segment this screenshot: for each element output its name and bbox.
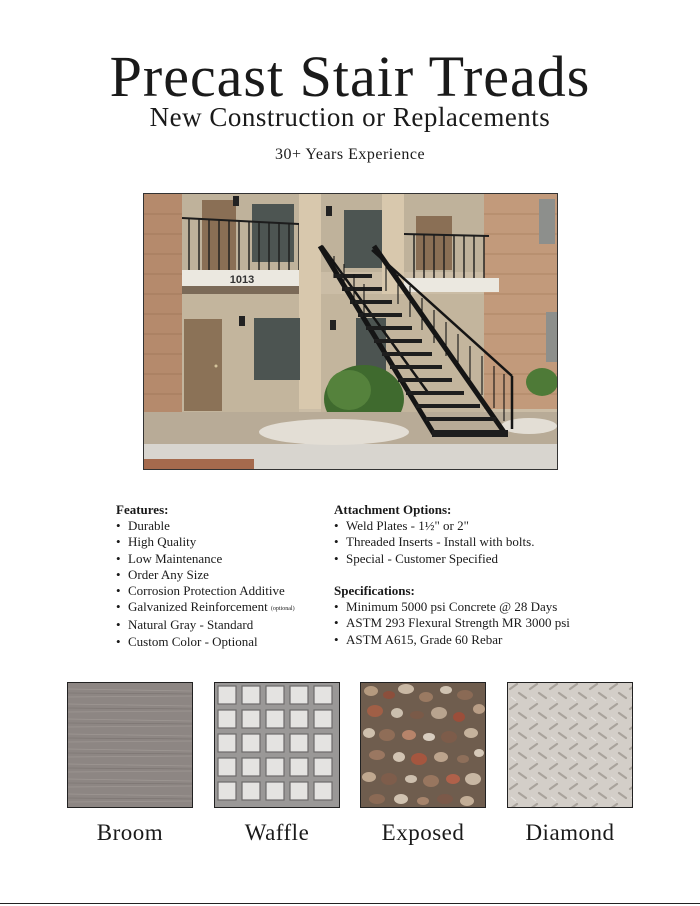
exposed-finish-swatch [360, 682, 486, 808]
broom-label: Broom [96, 820, 164, 845]
exposed-label: Exposed [381, 820, 465, 845]
page-subtitle: New Construction or Replacements [149, 102, 551, 132]
list-item: • Threaded Inserts - Install with bolts. [334, 534, 534, 550]
attachment-heading: Attachment Options: [334, 502, 452, 517]
list-item: • Custom Color - Optional [116, 634, 295, 650]
list-item [116, 599, 295, 617]
optional-note: (optional) [270, 606, 295, 613]
list-item-text: Galvanized Reinforcement [128, 599, 268, 615]
list-item: • High Quality [116, 534, 295, 550]
specifications-heading: Specifications: [334, 583, 415, 598]
list-item: • Natural Gray - Standard [116, 617, 295, 633]
unit-number: 1013 [229, 274, 255, 286]
page-title: Precast Stair Treads [109, 44, 591, 109]
list-item: • ASTM 293 Flexural Strength MR 3000 psi [334, 615, 570, 631]
list-item: • Minimum 5000 psi Concrete @ 28 Days [334, 599, 570, 615]
specifications-section [334, 583, 570, 648]
features-section [116, 502, 295, 650]
footer-divider [0, 903, 700, 904]
list-item: • Order Any Size [116, 567, 295, 583]
list-item: • Weld Plates - 1½" or 2" [334, 518, 534, 534]
features-list [116, 518, 295, 650]
list-item: • ASTM A615, Grade 60 Rebar [334, 632, 570, 648]
features-heading: Features: [116, 502, 169, 517]
diamond-label: Diamond [525, 820, 615, 845]
attachment-list [334, 518, 534, 567]
stair-photo [143, 193, 558, 470]
waffle-label: Waffle [244, 820, 310, 845]
list-item: • Low Maintenance [116, 551, 295, 567]
list-item: • Durable [116, 518, 295, 534]
specifications-list [334, 599, 570, 648]
diamond-finish-swatch [507, 682, 633, 808]
attachment-section [334, 502, 534, 567]
tagline: 30+ Years Experience [274, 146, 426, 163]
broom-finish-swatch [67, 682, 193, 808]
list-item: • Corrosion Protection Additive [116, 583, 295, 599]
waffle-finish-swatch [214, 682, 340, 808]
list-item: • Special - Customer Specified [334, 551, 534, 567]
